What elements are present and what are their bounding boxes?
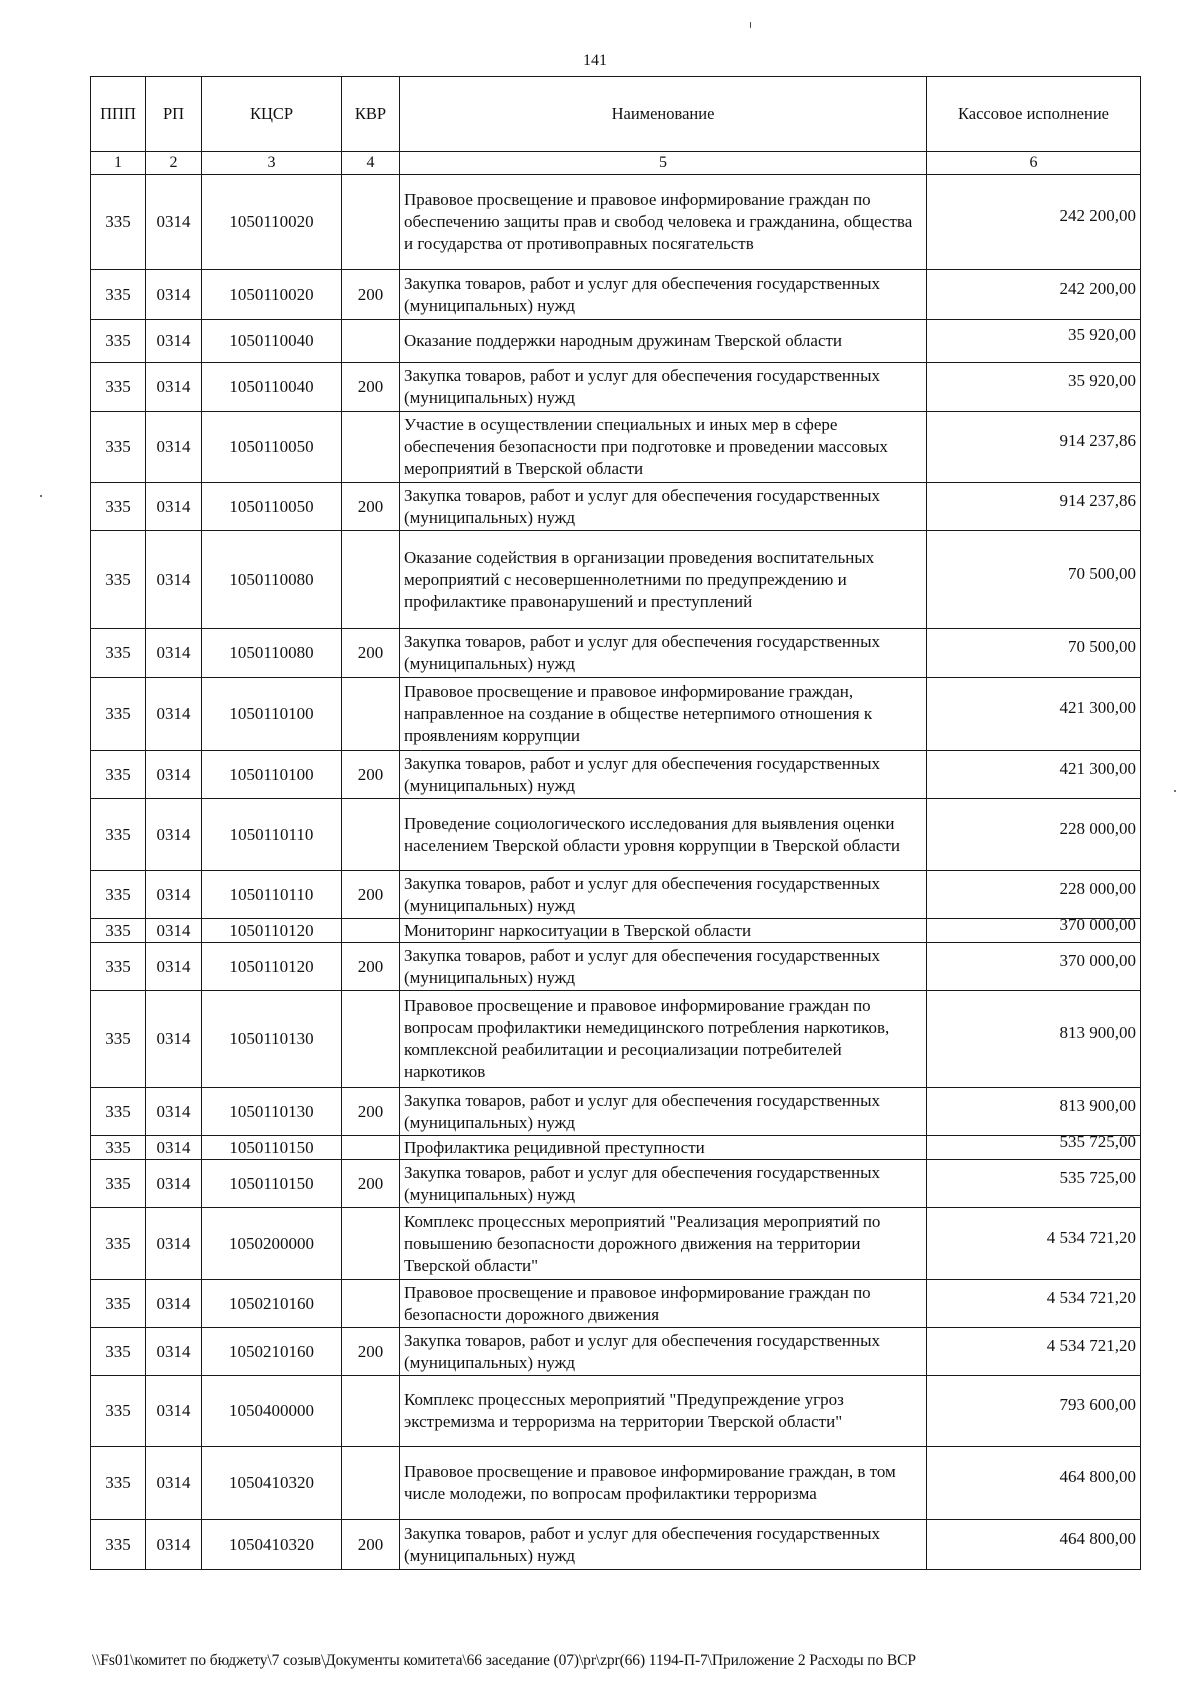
cell-name: Закупка товаров, работ и услуг для обеспечения государственных (муниципальных) нужд xyxy=(400,751,927,799)
cell-kcsr: 1050110100 xyxy=(202,751,342,799)
cell-name: Закупка товаров, работ и услуг для обеспечения государственных (муниципальных) нужд xyxy=(400,483,927,531)
cell-rp: 0314 xyxy=(146,629,202,678)
cell-ppp: 335 xyxy=(91,531,146,629)
cell-name: Закупка товаров, работ и услуг для обеспечения государственных (муниципальных) нужд xyxy=(400,1088,927,1136)
cell-amount: 4 534 721,20 xyxy=(1046,1227,1136,1247)
cell-kvr: 200 xyxy=(342,363,400,412)
cell-name: Участие в осуществлении специальных и иных мер в сфере обеспечения безопасности при подготовке и проведении массовых мероприятий в Тверской области xyxy=(400,412,927,483)
cell-kvr xyxy=(342,320,400,363)
cell-rp: 0314 xyxy=(146,175,202,270)
column-number: 3 xyxy=(202,152,342,175)
cell-ppp: 335 xyxy=(91,871,146,919)
cell-name: Правовое просвещение и правовое информирование граждан, направленное на создание в обществе нетерпимого отношения к проявлениям коррупции xyxy=(400,678,927,751)
cell-amount: 4 534 721,20 xyxy=(1046,1335,1136,1355)
cell-kvr xyxy=(342,412,400,483)
cell-kcsr: 1050110020 xyxy=(202,175,342,270)
table-row xyxy=(91,1376,1141,1447)
cell-kvr xyxy=(342,1447,400,1520)
cell-ppp: 335 xyxy=(91,1328,146,1376)
cell-ppp: 335 xyxy=(91,991,146,1088)
cell-kcsr: 1050200000 xyxy=(202,1208,342,1280)
cell-rp: 0314 xyxy=(146,531,202,629)
cell-ppp: 335 xyxy=(91,919,146,943)
cell-kvr: 200 xyxy=(342,943,400,991)
cell-kcsr: 1050110100 xyxy=(202,678,342,751)
cell-amount: 813 900,00 xyxy=(1059,1023,1136,1042)
cell-kcsr: 1050210160 xyxy=(202,1328,342,1376)
cell-rp: 0314 xyxy=(146,483,202,531)
cell-amount: 464 800,00 xyxy=(1059,1467,1136,1486)
cell-name: Мониторинг наркоситуации в Тверской области xyxy=(400,919,927,943)
cell-kvr xyxy=(342,799,400,871)
cell-kvr xyxy=(342,175,400,270)
cell-amount: 35 920,00 xyxy=(1068,371,1136,390)
cell-kvr: 200 xyxy=(342,1520,400,1570)
cell-kvr xyxy=(342,1136,400,1160)
table-row xyxy=(91,175,1141,270)
footer-file-path: \\Fs01\комитет по бюджету\7 созыв\Документы комитета\66 заседание (07)\pr\zpr(66) 1194-П-7\Приложение 2 Расходы по ВСР xyxy=(92,1652,916,1669)
cell-kvr xyxy=(342,531,400,629)
cell-amount: 70 500,00 xyxy=(1068,563,1136,583)
table-row xyxy=(91,629,1141,678)
cell-rp: 0314 xyxy=(146,270,202,320)
table-row xyxy=(91,1280,1141,1328)
cell-kvr: 200 xyxy=(342,871,400,919)
cell-amount: 914 237,86 xyxy=(1059,490,1136,510)
column-number-row xyxy=(91,152,1141,175)
cell-rp: 0314 xyxy=(146,1208,202,1280)
cell-kvr xyxy=(342,1280,400,1328)
table-row xyxy=(91,1136,1141,1160)
scan-speck xyxy=(1174,790,1176,792)
table-row xyxy=(91,678,1141,751)
cell-name: Закупка товаров, работ и услуг для обеспечения государственных (муниципальных) нужд xyxy=(400,943,927,991)
cell-rp: 0314 xyxy=(146,1376,202,1447)
cell-ppp: 335 xyxy=(91,363,146,412)
column-number: 1 xyxy=(91,152,146,175)
cell-rp: 0314 xyxy=(146,1088,202,1136)
table-row xyxy=(91,412,1141,483)
header-kcsr: КЦСР xyxy=(202,77,342,152)
cell-rp: 0314 xyxy=(146,1160,202,1208)
cell-kcsr: 1050110130 xyxy=(202,991,342,1088)
column-number: 2 xyxy=(146,152,202,175)
cell-ppp: 335 xyxy=(91,270,146,320)
cell-name: Закупка товаров, работ и услуг для обеспечения государственных (муниципальных) нужд xyxy=(400,629,927,678)
cell-ppp: 335 xyxy=(91,412,146,483)
cell-rp: 0314 xyxy=(146,1447,202,1520)
cell-amount: 793 600,00 xyxy=(1059,1395,1136,1414)
table-row xyxy=(91,871,1141,919)
table-body xyxy=(91,175,1141,1570)
cell-amount: 370 000,00 xyxy=(1059,914,1136,934)
budget-table xyxy=(90,76,1141,1570)
cell-amount: 228 000,00 xyxy=(1059,818,1136,838)
table-row xyxy=(91,320,1141,363)
cell-amount: 813 900,00 xyxy=(1059,1095,1136,1115)
table-row xyxy=(91,1447,1141,1520)
cell-kcsr: 1050110150 xyxy=(202,1160,342,1208)
cell-rp: 0314 xyxy=(146,871,202,919)
cell-rp: 0314 xyxy=(146,1136,202,1160)
cell-rp: 0314 xyxy=(146,991,202,1088)
cell-name: Закупка товаров, работ и услуг для обеспечения государственных (муниципальных) нужд xyxy=(400,1328,927,1376)
cell-name: Комплекс процессных мероприятий "Предупреждение угроз экстремизма и терроризма на территории Тверской области" xyxy=(400,1376,927,1447)
table-row xyxy=(91,1088,1141,1136)
table-row xyxy=(91,363,1141,412)
cell-rp: 0314 xyxy=(146,412,202,483)
header-kvr: КВР xyxy=(342,77,400,152)
cell-ppp: 335 xyxy=(91,483,146,531)
cell-name: Закупка товаров, работ и услуг для обеспечения государственных (муниципальных) нужд xyxy=(400,871,927,919)
table-row xyxy=(91,270,1141,320)
cell-name: Правовое просвещение и правовое информирование граждан по безопасности дорожного движения xyxy=(400,1280,927,1328)
table-row xyxy=(91,751,1141,799)
cell-kcsr: 1050210160 xyxy=(202,1280,342,1328)
cell-amount: 421 300,00 xyxy=(1059,698,1136,717)
table-row xyxy=(91,1208,1141,1280)
cell-kcsr: 1050110120 xyxy=(202,943,342,991)
cell-kcsr: 1050110150 xyxy=(202,1136,342,1160)
cell-amount: 242 200,00 xyxy=(1059,278,1136,298)
cell-kvr xyxy=(342,991,400,1088)
cell-amount: 370 000,00 xyxy=(1059,950,1136,970)
cell-name: Закупка товаров, работ и услуг для обеспечения государственных (муниципальных) нужд xyxy=(400,270,927,320)
cell-name: Проведение социологического исследования для выявления оценки населением Тверской области уровня коррупции в Тверской области xyxy=(400,799,927,871)
cell-name: Комплекс процессных мероприятий "Реализация мероприятий по повышению безопасности дорожного движения на территории Тверской области" xyxy=(400,1208,927,1280)
cell-ppp: 335 xyxy=(91,943,146,991)
cell-ppp: 335 xyxy=(91,1160,146,1208)
cell-kvr: 200 xyxy=(342,483,400,531)
cell-ppp: 335 xyxy=(91,1447,146,1520)
cell-name: Закупка товаров, работ и услуг для обеспечения государственных (муниципальных) нужд xyxy=(400,1160,927,1208)
table-row xyxy=(91,919,1141,943)
cell-amount: 535 725,00 xyxy=(1059,1131,1136,1151)
header-ppp: ППП xyxy=(91,77,146,152)
cell-amount: 464 800,00 xyxy=(1059,1528,1136,1548)
cell-name: Правовое просвещение и правовое информирование граждан по вопросам профилактики немедицинского потребления наркотиков, комплексной реабилитации и ресоциализации потребителей наркотиков xyxy=(400,991,927,1088)
cell-ppp: 335 xyxy=(91,799,146,871)
table-row xyxy=(91,799,1141,871)
cell-kcsr: 1050110110 xyxy=(202,799,342,871)
scan-speck xyxy=(40,495,42,497)
cell-rp: 0314 xyxy=(146,943,202,991)
cell-ppp: 335 xyxy=(91,1520,146,1570)
cell-name: Оказание поддержки народным дружинам Тверской области xyxy=(400,320,927,363)
cell-kvr: 200 xyxy=(342,1160,400,1208)
table-row xyxy=(91,943,1141,991)
cell-kvr xyxy=(342,1208,400,1280)
cell-ppp: 335 xyxy=(91,678,146,751)
cell-kvr: 200 xyxy=(342,1088,400,1136)
cell-kvr: 200 xyxy=(342,751,400,799)
cell-kvr: 200 xyxy=(342,270,400,320)
cell-rp: 0314 xyxy=(146,678,202,751)
cell-ppp: 335 xyxy=(91,629,146,678)
header-name: Наименование xyxy=(400,77,927,152)
cell-rp: 0314 xyxy=(146,320,202,363)
column-number: 4 xyxy=(342,152,400,175)
cell-kcsr: 1050110080 xyxy=(202,629,342,678)
table-row xyxy=(91,1520,1141,1570)
cell-kcsr: 1050110120 xyxy=(202,919,342,943)
cell-kcsr: 1050110110 xyxy=(202,871,342,919)
cell-rp: 0314 xyxy=(146,751,202,799)
cell-name: Профилактика рецидивной преступности xyxy=(400,1136,927,1160)
cell-rp: 0314 xyxy=(146,1280,202,1328)
table-row xyxy=(91,1160,1141,1208)
cell-amount: 242 200,00 xyxy=(1059,206,1136,225)
cell-name: Закупка товаров, работ и услуг для обеспечения государственных (муниципальных) нужд xyxy=(400,363,927,412)
cell-kcsr: 1050110040 xyxy=(202,363,342,412)
cell-rp: 0314 xyxy=(146,363,202,412)
table-row xyxy=(91,991,1141,1088)
header-rp: РП xyxy=(146,77,202,152)
cell-kcsr: 1050400000 xyxy=(202,1376,342,1447)
scan-speck xyxy=(750,22,751,28)
cell-name: Закупка товаров, работ и услуг для обеспечения государственных (муниципальных) нужд xyxy=(400,1520,927,1570)
cell-kvr: 200 xyxy=(342,1328,400,1376)
cell-kcsr: 1050110050 xyxy=(202,483,342,531)
cell-ppp: 335 xyxy=(91,175,146,270)
cell-kcsr: 1050410320 xyxy=(202,1447,342,1520)
cell-ppp: 335 xyxy=(91,751,146,799)
cell-kvr xyxy=(342,919,400,943)
column-number: 5 xyxy=(400,152,927,175)
cell-ppp: 335 xyxy=(91,1088,146,1136)
cell-amount: 35 920,00 xyxy=(1068,325,1136,344)
cell-ppp: 335 xyxy=(91,1208,146,1280)
cell-kvr xyxy=(342,1376,400,1447)
cell-name: Правовое просвещение и правовое информирование граждан по обеспечению защиты прав и свобод человека и гражданина, общества и государства от противоправных посягательств xyxy=(400,175,927,270)
cell-amount: 228 000,00 xyxy=(1059,878,1136,898)
table-row xyxy=(91,483,1141,531)
cell-kvr: 200 xyxy=(342,629,400,678)
cell-name: Правовое просвещение и правовое информирование граждан, в том числе молодежи, по вопросам профилактики терроризма xyxy=(400,1447,927,1520)
cell-ppp: 335 xyxy=(91,1136,146,1160)
cell-amount: 421 300,00 xyxy=(1059,758,1136,778)
cell-rp: 0314 xyxy=(146,919,202,943)
cell-rp: 0314 xyxy=(146,1520,202,1570)
cell-kcsr: 1050110130 xyxy=(202,1088,342,1136)
cell-rp: 0314 xyxy=(146,799,202,871)
table-row xyxy=(91,1328,1141,1376)
cell-kcsr: 1050110080 xyxy=(202,531,342,629)
cell-ppp: 335 xyxy=(91,320,146,363)
cell-amount: 4 534 721,20 xyxy=(1046,1287,1136,1307)
cell-kvr xyxy=(342,678,400,751)
column-number: 6 xyxy=(927,152,1141,175)
cell-ppp: 335 xyxy=(91,1376,146,1447)
header-amount: Кассовое исполнение xyxy=(927,77,1141,152)
cell-kcsr: 1050110040 xyxy=(202,320,342,363)
cell-amount: 914 237,86 xyxy=(1059,431,1136,450)
cell-amount: 70 500,00 xyxy=(1068,637,1136,656)
cell-kcsr: 1050110050 xyxy=(202,412,342,483)
header-row xyxy=(91,77,1141,152)
cell-ppp: 335 xyxy=(91,1280,146,1328)
page-number: 141 xyxy=(583,52,607,69)
cell-name: Оказание содействия в организации проведения воспитательных мероприятий с несовершеннолетними по предупреждению и профилактике правонарушений и преступлений xyxy=(400,531,927,629)
cell-rp: 0314 xyxy=(146,1328,202,1376)
cell-kcsr: 1050410320 xyxy=(202,1520,342,1570)
cell-kcsr: 1050110020 xyxy=(202,270,342,320)
table-row xyxy=(91,531,1141,629)
cell-amount: 535 725,00 xyxy=(1059,1167,1136,1187)
